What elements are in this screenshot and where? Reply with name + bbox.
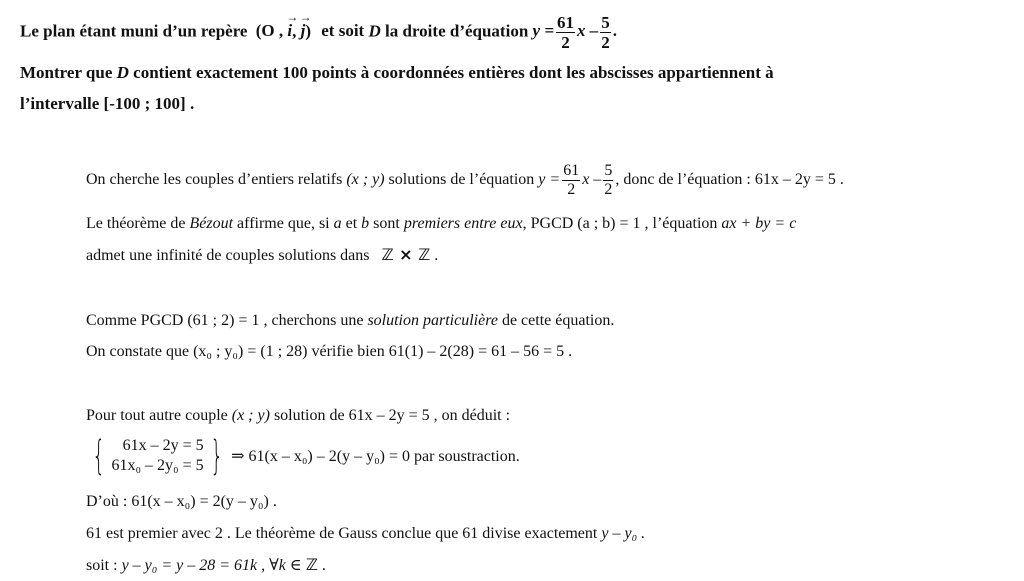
frame-close: ) bbox=[305, 21, 312, 41]
solution-line-7: D’où : 61(x – x₀) = 2(y – y₀) . bbox=[86, 493, 277, 510]
frame-origin: (O , bbox=[255, 21, 284, 41]
line-d-symbol: D bbox=[116, 63, 129, 82]
solution-line-8: 61 est premier avec 2 . Le théorème de Gauss conclue que 61 divise exactement y – y₀ . bbox=[86, 525, 646, 542]
equation-system bbox=[86, 433, 520, 479]
z-times-z: ℤ × ℤ bbox=[381, 245, 431, 264]
solution-line-4: Comme PGCD (61 ; 2) = 1 , cherchons une solution particulière de cette équation. bbox=[86, 312, 615, 329]
fraction-61-2: $\frac{61}{2}$ bbox=[557, 13, 575, 52]
right-brace: } bbox=[210, 433, 223, 479]
solution-line-5: On constate que (x₀ ; y₀) = (1 ; 28) vérifie bien 61(1) – 2(28) = 61 – 56 = 5 . bbox=[86, 343, 573, 360]
solution-line-6: Pour tout autre couple (x ; y) solution de 61x – 2y = 5 , on déduit : bbox=[86, 407, 511, 424]
line-d-symbol: D bbox=[368, 21, 381, 41]
line-equation: y = $\frac{61}{2}$ x – $\frac{5}{2}$ . bbox=[532, 13, 618, 52]
text: et soit bbox=[321, 21, 365, 41]
solution-line-3: admet une infinité de couples solutions dans ℤ × ℤ . bbox=[86, 245, 439, 264]
system-rows bbox=[111, 436, 203, 476]
solution-line-9: soit : y – y₀ = y – 28 = 61k , ∀k ∈ ℤ . bbox=[86, 555, 326, 574]
equation-x: x – bbox=[577, 21, 599, 41]
fraction-61-2: $\frac{61}{2}$ bbox=[563, 162, 580, 198]
text: Le plan étant muni d’un repère bbox=[20, 21, 248, 41]
left-brace: { bbox=[92, 433, 106, 479]
exercise-line-2: Montrer que D contient exactement 100 points à coordonnées entières dont les abscisses appartiennent à bbox=[20, 63, 774, 82]
vector-i: → i bbox=[287, 22, 292, 39]
text: la droite d’équation bbox=[385, 21, 529, 41]
fraction-5-2: $\frac{5}{2}$ bbox=[604, 162, 613, 198]
exercise-line-3: l’intervalle [-100 ; 100] . bbox=[20, 94, 195, 113]
solution-line-1: On cherche les couples d’entiers relatifs (x ; y) solutions de l’équation y = $\frac{61}{2}$ x – $\frac{5}{2}$ , donc de l’équation : 61x – 2y = 5 . bbox=[86, 162, 844, 198]
solution-line-2: Le théorème de Bézout affirme que, si a et b sont premiers entre eux, PGCD (a ; b) = 1 , l’équation ax + by = c bbox=[86, 215, 797, 232]
system-row-1: 61x – 2y = 5 bbox=[122, 437, 204, 454]
vector-j: → j bbox=[301, 22, 306, 39]
system-row-2: 61x₀ – 2y₀ = 5 bbox=[111, 457, 204, 474]
equation-y: y = bbox=[532, 21, 555, 41]
exercise-line-1: Le plan étant muni d’un repère (O , → i, → j) et soit D la droite d’équation y = $\frac{61}{2}$ x – $\frac{5}{2}$ . bbox=[20, 14, 617, 51]
fraction-5-2: $\frac{5}{2}$ bbox=[601, 13, 610, 52]
z-symbol: ℤ bbox=[305, 555, 318, 574]
system-result: ⇒ 61(x – x₀) – 2(y – y₀) = 0 par soustraction. bbox=[231, 448, 520, 465]
